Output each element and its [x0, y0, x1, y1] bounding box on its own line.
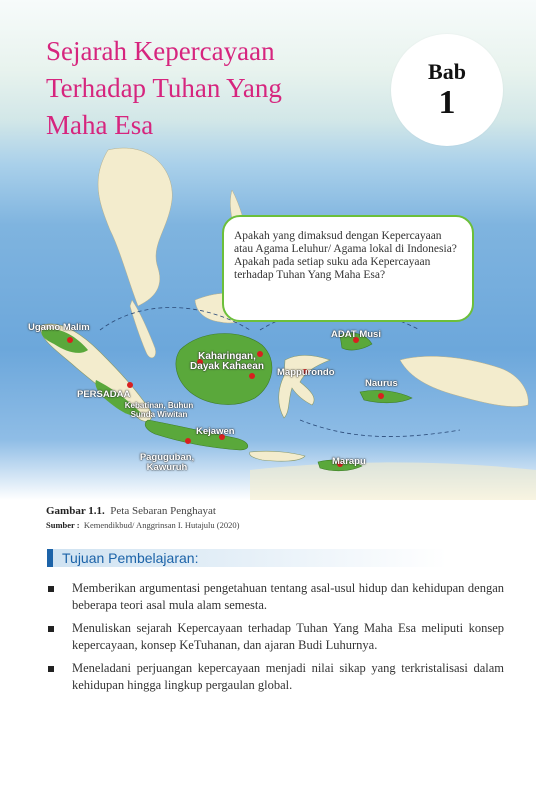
- marker: [378, 393, 384, 399]
- list-item: [46, 660, 504, 694]
- list-item: [46, 580, 504, 614]
- figure-source-label: Sumber :: [46, 520, 80, 530]
- bullet-icon: [48, 626, 54, 632]
- learning-objectives-list: [46, 580, 504, 700]
- bullet-icon: [48, 666, 54, 672]
- section-title: Tujuan Pembelajaran:: [62, 550, 199, 566]
- marker: [127, 382, 133, 388]
- figure-caption-label: Gambar 1.1.: [46, 505, 105, 517]
- bullet-icon: [48, 586, 54, 592]
- chapter-title-line: Sejarah Kepercayaan: [46, 36, 275, 66]
- map-label-adat-musi: ADAT Musi: [331, 329, 381, 340]
- sea-route-3: [300, 420, 460, 437]
- chapter-title: [46, 33, 386, 144]
- chapter-title-line: Maha Esa: [46, 110, 154, 140]
- figure-caption-text: Peta Sebaran Penghayat: [110, 505, 216, 517]
- list-item-text: Menuliskan sejarah Kepercayaan terhadap Tuhan Yang Maha Esa meliputi konsep kepercayaan, konsep KeTuhanan, dan ajaran Budi Luhurnya.: [72, 621, 504, 652]
- list-item-text: Meneladani perjuangan kepercayaan menjadi nilai sikap yang terkristalisasi dalam kehidupan hingga lingkup pergaulan global.: [72, 661, 504, 692]
- question-box: Apakah yang dimaksud dengan Kepercayaan atau Agama Leluhur/ Agama lokal di Indonesia? Apakah pada setiap suku ada Kepercayaan terhadap Tuhan Yang Maha Esa?: [222, 215, 474, 322]
- australia-shape: [250, 462, 536, 500]
- marker: [67, 337, 73, 343]
- list-item-text: Memberikan argumentasi pengetahuan tentang asal-usul hidup dan kehidupan dengan beberapa teori asal mula alam semesta.: [72, 581, 504, 612]
- list-item: [46, 620, 504, 654]
- chapter-badge-number: 1: [438, 84, 456, 121]
- chapter-title-line: Terhadap Tuhan Yang: [46, 73, 282, 103]
- map-label-kebatinan: Kebatinan, Buhun Sunda Wiwitan: [124, 401, 194, 419]
- marker: [185, 438, 191, 444]
- mainland-asia-shape: [98, 148, 172, 306]
- map-label-paguguban: Paguguban, Kawuruh: [139, 452, 195, 473]
- chapter-badge-word: Bab: [428, 59, 466, 84]
- map-label-kejawen: Kejawen: [196, 426, 235, 437]
- seram-shape: [360, 390, 412, 402]
- chapter-badge: [391, 34, 503, 146]
- figure-caption: [46, 505, 216, 517]
- map-label-naurus: Naurus: [365, 378, 398, 389]
- figure-source-text: Kemendikbud/ Anggrinsan I. Hutajulu (2020): [83, 520, 240, 530]
- map-label-persadaa: PERSADAA: [77, 389, 131, 400]
- map-label-mappurondo: Mappurondo: [277, 367, 335, 378]
- map-label-kaharingan: Kaharingan, Dayak Kahaean: [190, 351, 264, 372]
- nusa-tenggara-shape: [250, 451, 305, 461]
- section-header-bar: [47, 549, 53, 567]
- papua-shape: [400, 356, 528, 406]
- sulawesi-shape: [279, 355, 330, 418]
- map-label-marapu: Marapu: [332, 456, 366, 467]
- map-label-ugamo-malim: Ugamo Malim: [28, 322, 90, 333]
- figure-source: [46, 520, 239, 530]
- marker: [249, 373, 255, 379]
